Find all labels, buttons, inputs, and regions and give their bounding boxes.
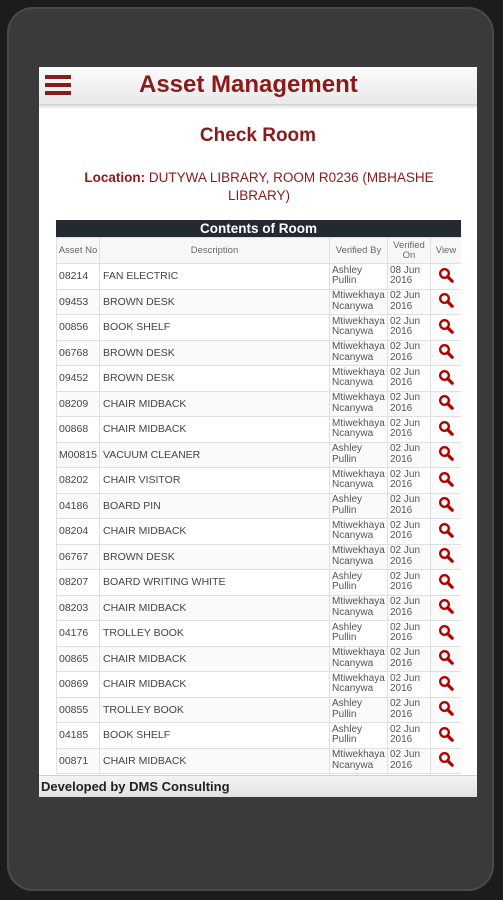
app-screen (39, 67, 477, 797)
view-cell (431, 289, 462, 315)
verified-by-cell: Mtiwekhaya Ncanywa (330, 289, 388, 315)
app-bar (39, 67, 477, 105)
view-cell (431, 366, 462, 392)
location-value: DUTYWA LIBRARY, ROOM R0236 (MBHASHE LIBRARY) (148, 170, 434, 203)
magnifier-icon[interactable] (438, 394, 454, 410)
magnifier-icon[interactable] (438, 445, 454, 461)
description-cell: CHAIR MIDBACK (100, 519, 330, 545)
view-cell (431, 417, 462, 443)
asset-no-cell: 08209 (57, 391, 100, 417)
view-cell (431, 493, 462, 519)
location-info (59, 169, 459, 205)
verified-by-cell: Mtiwekhaya Ncanywa (330, 417, 388, 443)
col-header-description: Description (100, 238, 330, 264)
view-cell (431, 340, 462, 366)
magnifier-icon[interactable] (438, 369, 454, 385)
view-cell (431, 519, 462, 545)
view-cell (431, 748, 462, 774)
magnifier-icon[interactable] (438, 471, 454, 487)
magnifier-icon[interactable] (438, 675, 454, 691)
table-row (57, 723, 462, 749)
table-row (57, 570, 462, 596)
asset-no-cell: 00868 (57, 417, 100, 443)
table-row (57, 748, 462, 774)
asset-no-cell: 00856 (57, 315, 100, 341)
table-row (57, 544, 462, 570)
table-row (57, 621, 462, 647)
verified-on-cell: 02 Jun 2016 (388, 697, 431, 723)
description-cell: BROWN DESK (100, 544, 330, 570)
verified-on-cell: 02 Jun 2016 (388, 570, 431, 596)
description-cell: CHAIR MIDBACK (100, 672, 330, 698)
verified-by-cell: Ashley Pullin (330, 264, 388, 290)
verified-on-cell: 02 Jun 2016 (388, 748, 431, 774)
description-cell: BROWN DESK (100, 340, 330, 366)
col-header-verified-by: Verified By (330, 238, 388, 264)
asset-no-cell: 04186 (57, 493, 100, 519)
asset-no-cell: M00815 (57, 442, 100, 468)
view-cell (431, 391, 462, 417)
verified-by-cell: Mtiwekhaya Ncanywa (330, 366, 388, 392)
description-cell: CHAIR MIDBACK (100, 646, 330, 672)
description-cell: BROWN DESK (100, 366, 330, 392)
description-cell: FAN ELECTRIC (100, 264, 330, 290)
description-cell: BROWN DESK (100, 289, 330, 315)
view-cell (431, 315, 462, 341)
asset-no-cell: 08204 (57, 519, 100, 545)
table-header-row (57, 238, 462, 264)
verified-on-cell: 02 Jun 2016 (388, 315, 431, 341)
asset-no-cell: 08202 (57, 468, 100, 494)
room-contents-table[interactable] (56, 220, 461, 774)
verified-by-cell: Ashley Pullin (330, 570, 388, 596)
verified-by-cell: Mtiwekhaya Ncanywa (330, 468, 388, 494)
description-cell: CHAIR MIDBACK (100, 748, 330, 774)
description-cell: CHAIR MIDBACK (100, 417, 330, 443)
asset-no-cell: 08203 (57, 595, 100, 621)
view-cell (431, 570, 462, 596)
table-row (57, 289, 462, 315)
view-cell (431, 621, 462, 647)
magnifier-icon[interactable] (438, 547, 454, 563)
description-cell: CHAIR VISITOR (100, 468, 330, 494)
magnifier-icon[interactable] (438, 624, 454, 640)
magnifier-icon[interactable] (438, 292, 454, 308)
magnifier-icon[interactable] (438, 598, 454, 614)
table-row (57, 468, 462, 494)
table-row (57, 493, 462, 519)
device-frame (7, 7, 494, 891)
table-row (57, 697, 462, 723)
location-label: Location: (84, 170, 146, 185)
verified-on-cell: 02 Jun 2016 (388, 442, 431, 468)
description-cell: TROLLEY BOOK (100, 697, 330, 723)
magnifier-icon[interactable] (438, 726, 454, 742)
table-row (57, 340, 462, 366)
magnifier-icon[interactable] (438, 496, 454, 512)
verified-on-cell: 02 Jun 2016 (388, 519, 431, 545)
table-row (57, 315, 462, 341)
verified-by-cell: Ashley Pullin (330, 493, 388, 519)
view-cell (431, 544, 462, 570)
asset-no-cell: 00871 (57, 748, 100, 774)
table-row (57, 519, 462, 545)
description-cell: BOARD WRITING WHITE (100, 570, 330, 596)
view-cell (431, 697, 462, 723)
view-cell (431, 646, 462, 672)
magnifier-icon[interactable] (438, 318, 454, 334)
magnifier-icon[interactable] (438, 649, 454, 665)
view-cell (431, 723, 462, 749)
verified-on-cell: 02 Jun 2016 (388, 289, 431, 315)
asset-no-cell: 04176 (57, 621, 100, 647)
verified-by-cell: Mtiwekhaya Ncanywa (330, 391, 388, 417)
verified-on-cell: 02 Jun 2016 (388, 723, 431, 749)
verified-on-cell: 02 Jun 2016 (388, 366, 431, 392)
verified-on-cell: 02 Jun 2016 (388, 595, 431, 621)
table-row (57, 366, 462, 392)
verified-by-cell: Mtiwekhaya Ncanywa (330, 519, 388, 545)
app-title: Asset Management (139, 71, 358, 98)
table-row (57, 672, 462, 698)
asset-no-cell: 04185 (57, 723, 100, 749)
view-cell (431, 595, 462, 621)
verified-on-cell: 02 Jun 2016 (388, 468, 431, 494)
description-cell: VACUUM CLEANER (100, 442, 330, 468)
verified-on-cell: 02 Jun 2016 (388, 672, 431, 698)
verified-on-cell: 02 Jun 2016 (388, 621, 431, 647)
page-title: Check Room (199, 125, 317, 146)
view-cell (431, 468, 462, 494)
magnifier-icon[interactable] (438, 267, 454, 283)
verified-by-cell: Ashley Pullin (330, 723, 388, 749)
table-title: Contents of Room (56, 220, 461, 237)
table-row (57, 646, 462, 672)
table-row (57, 595, 462, 621)
description-cell: CHAIR MIDBACK (100, 391, 330, 417)
col-header-verified-on: Verified On (388, 238, 431, 264)
magnifier-icon[interactable] (438, 700, 454, 716)
verified-on-cell: 02 Jun 2016 (388, 493, 431, 519)
verified-by-cell: Mtiwekhaya Ncanywa (330, 544, 388, 570)
description-cell: TROLLEY BOOK (100, 621, 330, 647)
table-row (57, 391, 462, 417)
verified-on-cell: 02 Jun 2016 (388, 646, 431, 672)
asset-no-cell: 06768 (57, 340, 100, 366)
magnifier-icon[interactable] (438, 751, 454, 767)
verified-on-cell: 02 Jun 2016 (388, 391, 431, 417)
verified-by-cell: Ashley Pullin (330, 697, 388, 723)
asset-no-cell: 09453 (57, 289, 100, 315)
verified-by-cell: Mtiwekhaya Ncanywa (330, 315, 388, 341)
asset-no-cell: 08207 (57, 570, 100, 596)
verified-by-cell: Mtiwekhaya Ncanywa (330, 595, 388, 621)
table-row (57, 264, 462, 290)
verified-by-cell: Ashley Pullin (330, 621, 388, 647)
asset-no-cell: 06767 (57, 544, 100, 570)
table-row (57, 417, 462, 443)
view-cell (431, 264, 462, 290)
description-cell: BOOK SHELF (100, 315, 330, 341)
magnifier-icon[interactable] (438, 573, 454, 589)
asset-no-cell: 09452 (57, 366, 100, 392)
description-cell: BOARD PIN (100, 493, 330, 519)
verified-by-cell: Mtiwekhaya Ncanywa (330, 672, 388, 698)
view-cell (431, 672, 462, 698)
verified-on-cell: 02 Jun 2016 (388, 417, 431, 443)
verified-on-cell: 02 Jun 2016 (388, 544, 431, 570)
col-header-view: View (431, 238, 462, 264)
magnifier-icon[interactable] (438, 343, 454, 359)
view-cell (431, 442, 462, 468)
verified-by-cell: Mtiwekhaya Ncanywa (330, 340, 388, 366)
description-cell: BOOK SHELF (100, 723, 330, 749)
asset-no-cell: 00869 (57, 672, 100, 698)
magnifier-icon[interactable] (438, 420, 454, 436)
verified-by-cell: Mtiwekhaya Ncanywa (330, 748, 388, 774)
verified-on-cell: 08 Jun 2016 (388, 264, 431, 290)
col-header-asset-no: Asset No (57, 238, 100, 264)
magnifier-icon[interactable] (438, 522, 454, 538)
hamburger-menu-icon[interactable] (45, 75, 71, 97)
footer: Developed by DMS Consulting (39, 775, 477, 797)
asset-no-cell: 00865 (57, 646, 100, 672)
verified-by-cell: Mtiwekhaya Ncanywa (330, 646, 388, 672)
description-cell: CHAIR MIDBACK (100, 595, 330, 621)
table-row (57, 442, 462, 468)
verified-by-cell: Ashley Pullin (330, 442, 388, 468)
verified-on-cell: 02 Jun 2016 (388, 340, 431, 366)
asset-no-cell: 08214 (57, 264, 100, 290)
asset-no-cell: 00855 (57, 697, 100, 723)
